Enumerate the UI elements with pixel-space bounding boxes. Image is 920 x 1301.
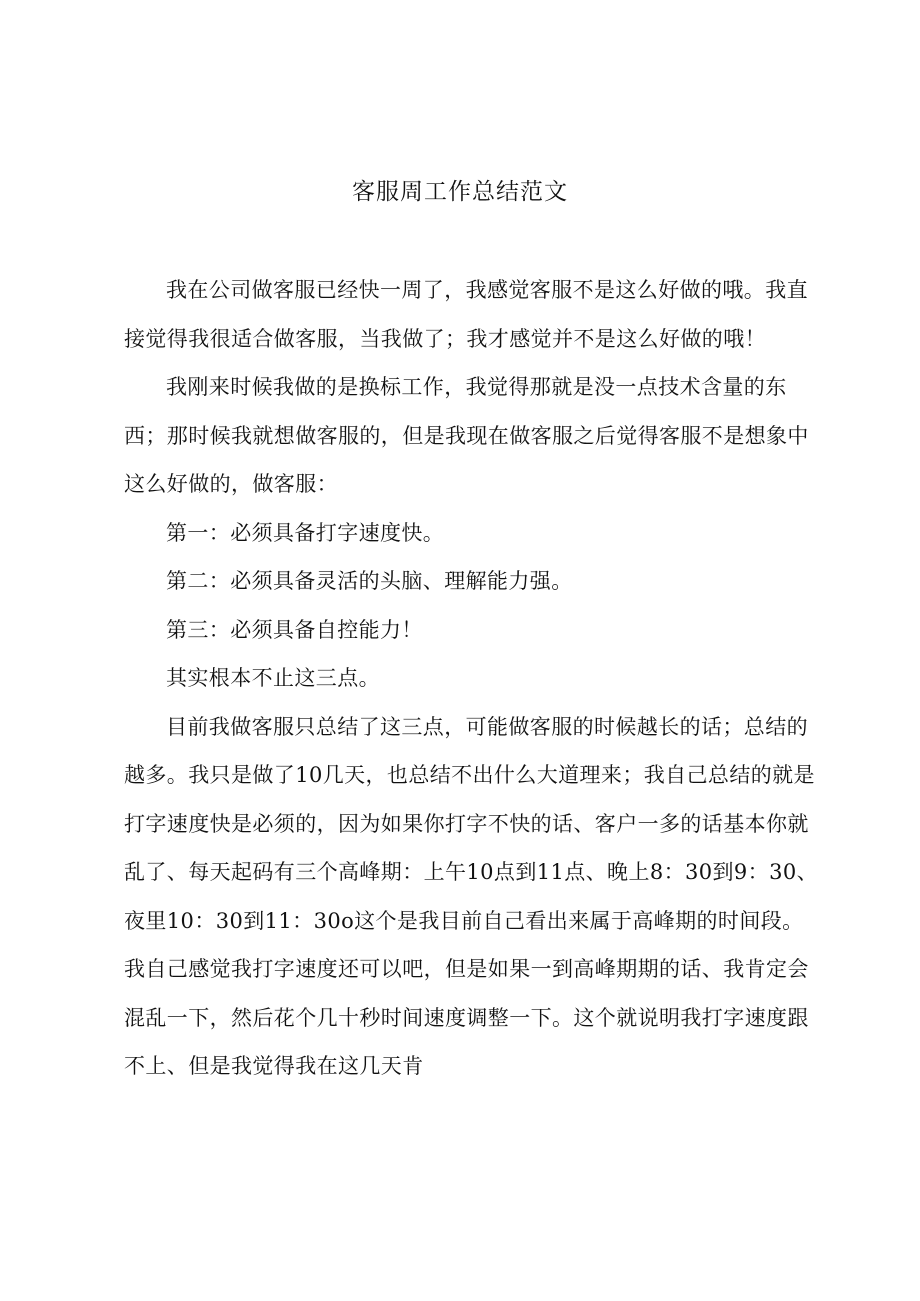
document-body [124, 266, 824, 1091]
paragraph-summary: 目前我做客服只总结了这三点，可能做客服的时候越长的话；总结的越多。我只是做了10几天，也总结不出什么大道理来；我自己总结的就是打字速度快是必须的，因为如果你打字不快的话、客户一多的话基本你就乱了、每天起码有三个高峰期：上午10点到11点、晚上8：30到9：30、夜里10：30到11：30o这个是我目前自己看出来属于高峰期的时间段。我自己感觉我打字速度还可以吧，但是如果一到高峰期期的话、我肯定会混乱一下，然后花个几十秒时间速度调整一下。这个就说明我打字速度跟不上、但是我觉得我在这几天肯 [124, 714, 819, 1078]
paragraph-point-one: 第一：必须具备打字速度快。 [166, 520, 445, 545]
paragraph-not-only-three: 其实根本不止这三点。 [166, 666, 380, 690]
paragraph-intro: 我在公司做客服已经快一周了，我感觉客服不是这么好做的哦。我直接觉得我很适合做客服，当我做了；我才感觉并不是这么好做的哦！ [124, 278, 808, 351]
paragraph-background: 我刚来时候我做的是换标工作，我觉得那就是没一点技术含量的东西；那时候我就想做客服的，但是我现在做客服之后觉得客服不是想象中这么好做的，做客服： [124, 375, 809, 496]
paragraph-point-two: 第二：必须具备灵活的头脑、理解能力强。 [166, 569, 573, 593]
document-title: 客服周工作总结范文 [352, 179, 568, 205]
paragraph-point-three: 第三：必须具备自控能力！ [166, 617, 423, 642]
